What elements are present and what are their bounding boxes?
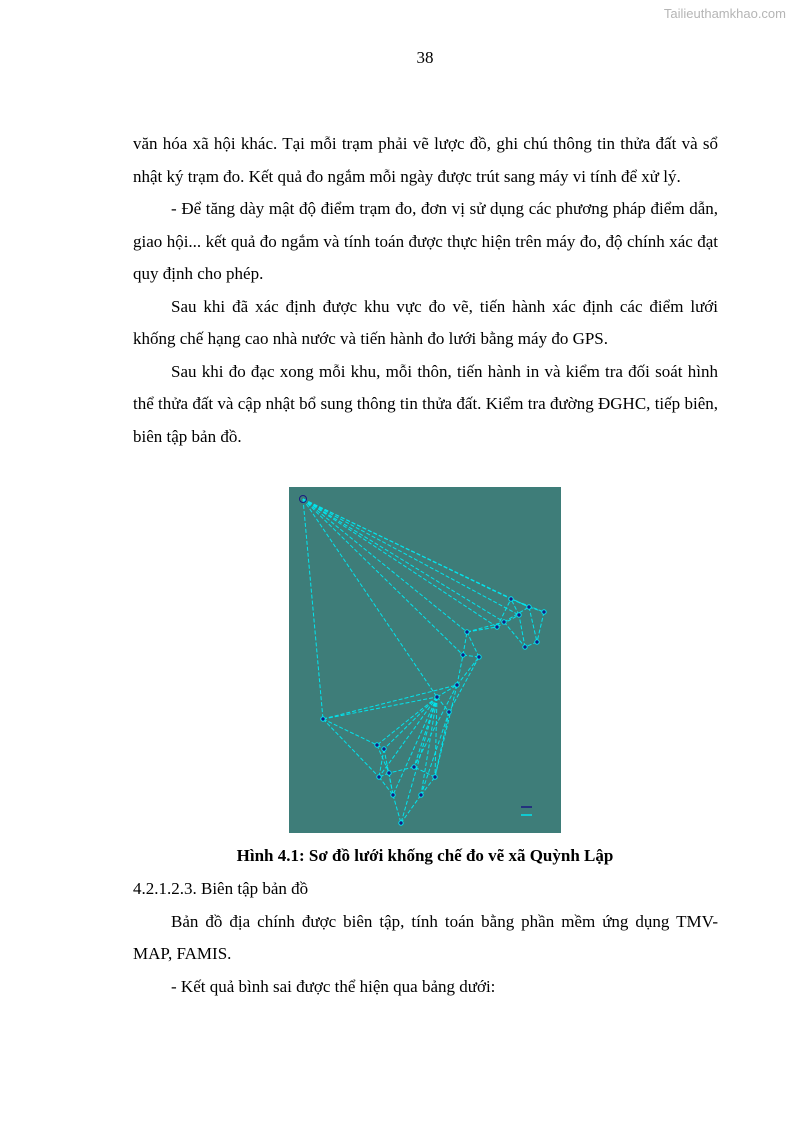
control-point	[435, 695, 439, 699]
control-point	[455, 683, 459, 687]
network-edge	[537, 612, 544, 642]
network-edge	[323, 697, 437, 719]
control-point	[517, 613, 521, 617]
network-edge	[519, 615, 525, 647]
control-network-diagram	[289, 487, 561, 833]
network-edge	[504, 622, 525, 647]
network-edge	[421, 777, 435, 795]
network-edge	[303, 499, 437, 697]
control-point	[477, 655, 481, 659]
network-edge	[323, 719, 377, 745]
control-point	[419, 793, 423, 797]
control-point	[391, 793, 395, 797]
network-edge	[449, 657, 479, 712]
figure-caption: Hình 4.1: Sơ đồ lưới khống chế đo vẽ xã Quỳnh Lập	[236, 846, 614, 865]
paragraph-4: Sau khi đo đạc xong mỗi khu, mỗi thôn, tiến hành in và kiểm tra đối soát hình thể thửa đất và cập nhật bổ sung thông tin thửa đất. Kiểm tra đường ĐGHC, tiếp biên, biên tập bản đồ.	[133, 361, 718, 446]
control-point	[527, 605, 531, 609]
control-point	[465, 630, 469, 634]
control-point	[542, 610, 546, 614]
paragraph-1: văn hóa xã hội khác. Tại mỗi trạm phải vẽ lược đồ, ghi chú thông tin thửa đất và sổ nhật ký trạm đo. Kết quả đo ngắm mỗi ngày được trút sang máy vi tính để xử lý.	[133, 134, 718, 186]
network-edge	[303, 499, 463, 655]
control-point	[447, 710, 451, 714]
network-edge	[463, 632, 467, 655]
control-point	[382, 747, 386, 751]
control-point	[502, 620, 506, 624]
network-edge	[393, 697, 437, 795]
page-number: 38	[416, 48, 434, 67]
network-edge	[401, 795, 421, 823]
control-point	[523, 645, 527, 649]
control-point	[321, 717, 325, 721]
paragraph-6: - Kết quả bình sai được thể hiện qua bảng dưới:	[171, 976, 496, 996]
network-edge	[384, 697, 437, 749]
control-point	[387, 771, 391, 775]
network-edge	[529, 607, 537, 642]
control-point	[433, 775, 437, 779]
body-text-lower	[133, 873, 718, 1003]
network-edge	[393, 795, 401, 823]
network-edge	[414, 697, 437, 767]
network-edge	[467, 632, 479, 657]
network-edge	[303, 499, 323, 719]
control-point	[377, 775, 381, 779]
network-edge	[323, 685, 457, 719]
control-point	[375, 743, 379, 747]
control-point	[535, 640, 539, 644]
network-edge	[323, 719, 379, 777]
watermark: Tailieuthamkhao.com	[663, 6, 786, 21]
network-edge	[303, 499, 467, 632]
network-edge	[303, 499, 504, 622]
control-point	[412, 765, 416, 769]
network-edge	[435, 712, 449, 777]
control-point	[399, 821, 403, 825]
network-edge	[401, 697, 437, 823]
control-point	[461, 653, 465, 657]
section-heading: 4.2.1.2.3. Biên tập bản đồ	[133, 879, 309, 898]
control-point	[495, 625, 499, 629]
control-network-figure	[289, 487, 561, 833]
paragraph-2: - Để tăng dày mật độ điểm trạm đo, đơn vị sử dụng các phương pháp điểm dẫn, giao hội... kết quả đo ngắm và tính toán được thực hiện trên máy đo, độ chính xác đạt quy định cho phép.	[133, 199, 718, 283]
network-edge	[389, 767, 414, 773]
control-point	[509, 597, 513, 601]
network-edge	[457, 655, 463, 685]
network-edge	[303, 499, 497, 627]
body-text-upper	[133, 128, 718, 453]
network-edge	[303, 499, 519, 615]
paragraph-3: Sau khi đã xác định được khu vực đo vẽ, tiến hành xác định các điểm lưới khống chế hạng cao nhà nước và tiến hành đo lưới bằng máy đo GPS.	[133, 296, 718, 348]
paragraph-5: Bản đồ địa chính được biên tập, tính toán bằng phần mềm ứng dụng TMV-MAP, FAMIS.	[133, 911, 718, 963]
network-edge	[421, 712, 449, 795]
